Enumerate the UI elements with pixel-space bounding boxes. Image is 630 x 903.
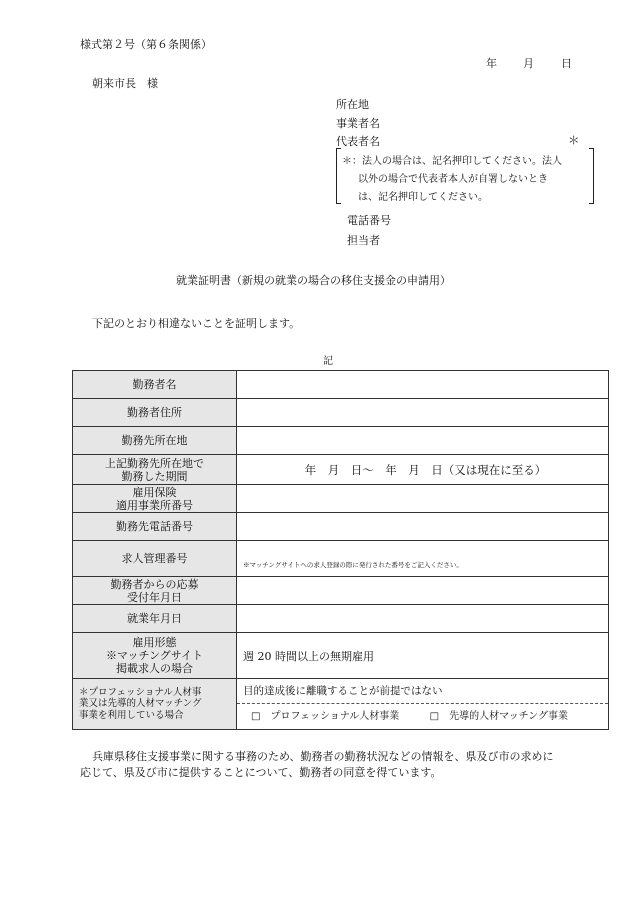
table-row: [73, 427, 609, 455]
application-label-line-2: 受付年月日: [127, 590, 182, 604]
pro-label-line-1: ＊プロフェッショナル人材事: [79, 686, 202, 698]
employment-type-label: [73, 633, 237, 679]
pro-talent-field: [237, 679, 609, 730]
table-row: [73, 513, 609, 541]
insurance-field[interactable]: [237, 485, 609, 513]
start-date-label: 就業年月日: [73, 605, 237, 633]
pro-option-professional-checkbox[interactable]: □ プロフェッショナル人材事業: [251, 711, 400, 722]
pro-options: [237, 703, 608, 729]
start-date-field[interactable]: [237, 605, 609, 633]
date-month-label: 月: [523, 57, 534, 70]
table-row: [73, 633, 609, 679]
table-row: [73, 399, 609, 427]
note-line-1: ＊：法人の場合は、記名押印してください。法人: [342, 156, 562, 167]
workplace-address-field[interactable]: [237, 427, 609, 455]
period-label-line-1: 上記勤務先所在地で: [105, 456, 204, 470]
employment-label-line-1: 雇用形態: [132, 636, 177, 649]
pro-option-leading-checkbox[interactable]: □ 先導的人材マッチング事業: [429, 711, 568, 722]
table-row: [73, 485, 609, 513]
signature-note: [336, 148, 594, 204]
consent-line-1: 兵庫県移住支援事業に関する事務のため、勤務者の勤務状況などの情報を、県及び市の求めに: [92, 750, 554, 763]
workplace-phone-field[interactable]: [237, 513, 609, 541]
pro-label-line-3: 事業を利用している場合: [79, 709, 184, 721]
table-row: [73, 605, 609, 633]
date-day-label: 日: [561, 57, 572, 70]
worker-address-field[interactable]: [237, 399, 609, 427]
insurance-label-line-1: 雇用保険: [132, 485, 177, 499]
consent-line-2: 応じて、県及び市に提供することについて、勤務者の同意を得ています。: [80, 766, 442, 779]
application-date-field[interactable]: [237, 577, 609, 605]
pro-condition: 目的達成後に離職することが前提ではない: [243, 685, 443, 697]
workplace-phone-label: 勤務先電話番号: [73, 513, 237, 541]
worker-address-label: 勤務者住所: [73, 399, 237, 427]
note-line-2: 以外の場合で代表者本人が自署しないとき: [358, 174, 548, 185]
job-id-note: ※マッチングサイトへの求人登録の際に発行された番号をご記入ください。: [243, 561, 463, 569]
contact-label: 担当者: [347, 234, 380, 247]
bracket-right: [589, 148, 594, 204]
seal-asterisk: ＊: [568, 133, 580, 147]
employment-label-line-2: ※マッチングサイト: [105, 649, 204, 662]
table-row: [73, 679, 609, 730]
note-line-3: は、記名押印してください。: [358, 192, 488, 203]
period-label-line-2: 勤務した期間: [121, 469, 188, 483]
ki-label: 記: [323, 356, 333, 367]
table-row: [73, 371, 609, 399]
job-id-field[interactable]: [237, 541, 609, 577]
job-id-label: 求人管理番号: [73, 541, 237, 577]
form-number: 様式第２号（第６条関係）: [80, 38, 212, 51]
address-label: 所在地: [336, 98, 369, 111]
application-date-label: [73, 577, 237, 605]
business-name-label: 事業者名: [336, 117, 380, 130]
document-title: 就業証明書（新規の就業の場合の移住支援金の申請用）: [176, 274, 451, 287]
phone-label: 電話番号: [347, 214, 391, 227]
certificate-table: [72, 370, 609, 730]
table-row: [73, 577, 609, 605]
employment-type-field[interactable]: 週 20 時間以上の無期雇用: [237, 633, 609, 679]
period-label: [73, 455, 237, 485]
application-label-line-1: 勤務者からの応募: [110, 577, 199, 591]
table-row: [73, 541, 609, 577]
addressee: 朝来市長 様: [92, 77, 158, 90]
worker-name-field[interactable]: [237, 371, 609, 399]
period-field[interactable]: 年 月 日～ 年 月 日（又は現在に至る）: [237, 455, 609, 485]
pro-talent-label: [73, 679, 237, 730]
pro-label-line-2: 業又は先導的人材マッチング: [79, 698, 202, 710]
workplace-address-label: 勤務先所在地: [73, 427, 237, 455]
employment-label-line-3: 掲載求人の場合: [116, 662, 193, 675]
insurance-label-line-2: 適用事業所番号: [116, 498, 193, 512]
statement: 下記のとおり相違ないことを証明します。: [92, 317, 301, 330]
table-row: [73, 455, 609, 485]
date-year-label: 年: [486, 57, 497, 70]
insurance-label: [73, 485, 237, 513]
bracket-left: [336, 148, 341, 204]
worker-name-label: 勤務者名: [73, 371, 237, 399]
representative-label: 代表者名: [336, 135, 380, 148]
